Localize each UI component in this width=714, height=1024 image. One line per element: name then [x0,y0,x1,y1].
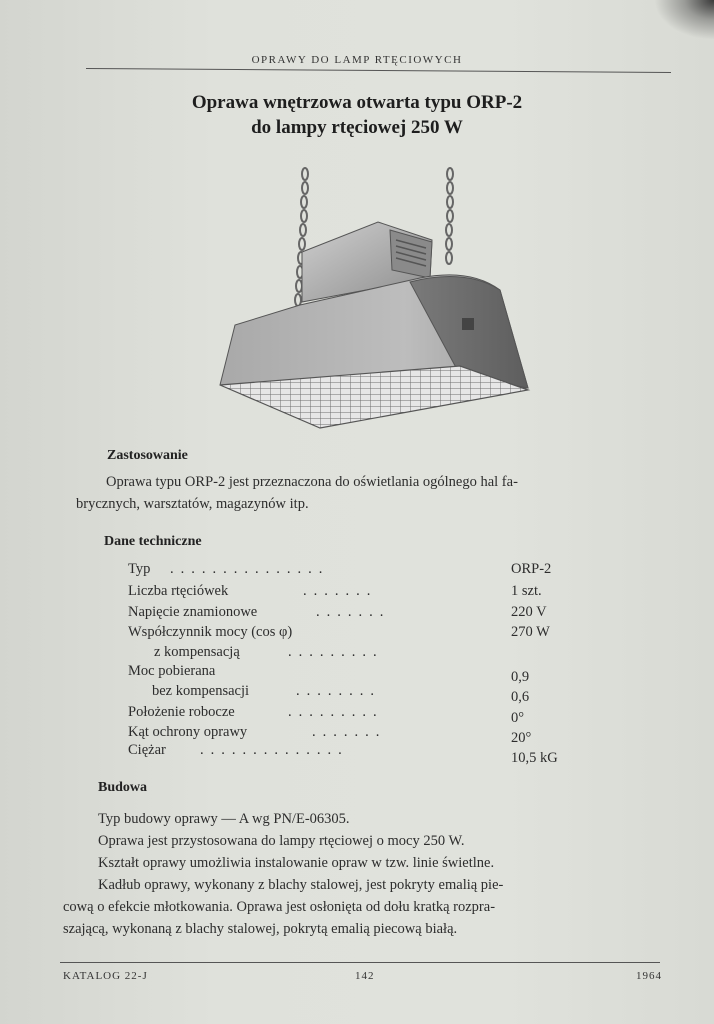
tech-row-kat: Kąt ochrony oprawy ....... 20° [128,724,532,746]
header-rule [86,68,671,73]
tech-value: 20° [511,730,532,746]
budowa-line-1: Typ budowy oprawy — A wg PN/E-06305. [98,811,350,827]
footer-year: 1964 [636,970,662,982]
running-head: OPRAWY DO LAMP RTĘCIOWYCH [251,54,463,66]
page-corner-shadow [654,0,714,40]
budowa-line-3: Kształt oprawy umożliwia instalowanie opraw w tzw. linie świetlne. [98,855,495,871]
tech-label: Ciężar [128,742,166,758]
tech-label: z kompensacją [154,644,240,660]
zastosowanie-line-1: Oprawa typu ORP-2 jest przeznaczona do oświetlania ogólnego hal fa- [106,474,518,490]
section-heading-zastosowanie: Zastosowanie [107,448,188,463]
tech-row-ciezar: Ciężar .............. 10,5 kG [128,742,558,766]
tech-value: ORP-2 [511,561,552,577]
lamp-fixture-illustration [210,160,540,440]
tech-row-napiecie: Napięcie znamionowe ....... 220 V [128,604,547,620]
zastosowanie-line-2: brycznych, warsztatów, magazynów itp. [76,496,309,512]
budowa-line-6: szającą, wykonaną z blachy stalowej, pokrytą emalią piecową białą. [63,921,458,937]
title-line-2: do lampy rtęciowej 250 W [251,117,463,138]
tech-row-wspolczynnik [128,624,588,644]
tech-label: Współczynnik mocy (cos φ) [128,624,293,640]
tech-value: 0° [511,710,525,726]
tech-value: 220 V [511,604,547,620]
tech-value: 0,6 [511,689,530,705]
tech-label: Kąt ochrony oprawy [128,724,248,740]
page-title [0,90,714,140]
right-chain [446,168,453,264]
tech-value: 0,9 [511,669,530,685]
tech-row-kompensacja: z kompensacją ......... [154,644,384,660]
tech-value: 1 szt. [511,583,542,599]
tech-value: 10,5 kG [511,750,558,766]
section-heading-budowa: Budowa [98,780,148,795]
tech-row-bez-kompensacji: bez kompensacji ........ 0,6 [152,683,530,705]
budowa-line-4: Kadłub oprawy, wykonany z blachy stalowej, jest pokryty emalią pie- [98,877,504,893]
tech-label: Liczba rtęciówek [128,583,229,599]
tech-value: 270 W [511,624,550,640]
footer-catalog: KATALOG 22-J [63,970,148,982]
section-heading-dane-techniczne: Dane techniczne [104,534,202,549]
tech-row-liczba: Liczba rtęciówek ....... 1 szt. [128,583,542,599]
tech-row-typ: Typ ............... ORP-2 [128,561,552,577]
tech-row-moc [128,663,588,683]
page-number: 142 [355,970,375,982]
tech-label: Położenie robocze [128,704,235,720]
side-badge [462,318,474,330]
tech-label: Napięcie znamionowe [128,604,258,620]
tech-label: Typ [128,561,151,577]
budowa-line-2: Oprawa jest przystosowana do lampy rtęciowej o mocy 250 W. [98,833,465,849]
title-line-1: Oprawa wnętrzowa otwarta typu ORP-2 [191,92,523,113]
tech-label: bez kompensacji [152,683,250,699]
footer-rule [60,962,660,963]
tech-label: Moc pobierana [128,663,216,679]
tech-row-polozenie: Położenie robocze ......... 0° [128,704,525,726]
budowa-line-5: cową o efekcie młotkowania. Oprawa jest osłonięta od dołu kratką rozpra- [63,899,496,915]
